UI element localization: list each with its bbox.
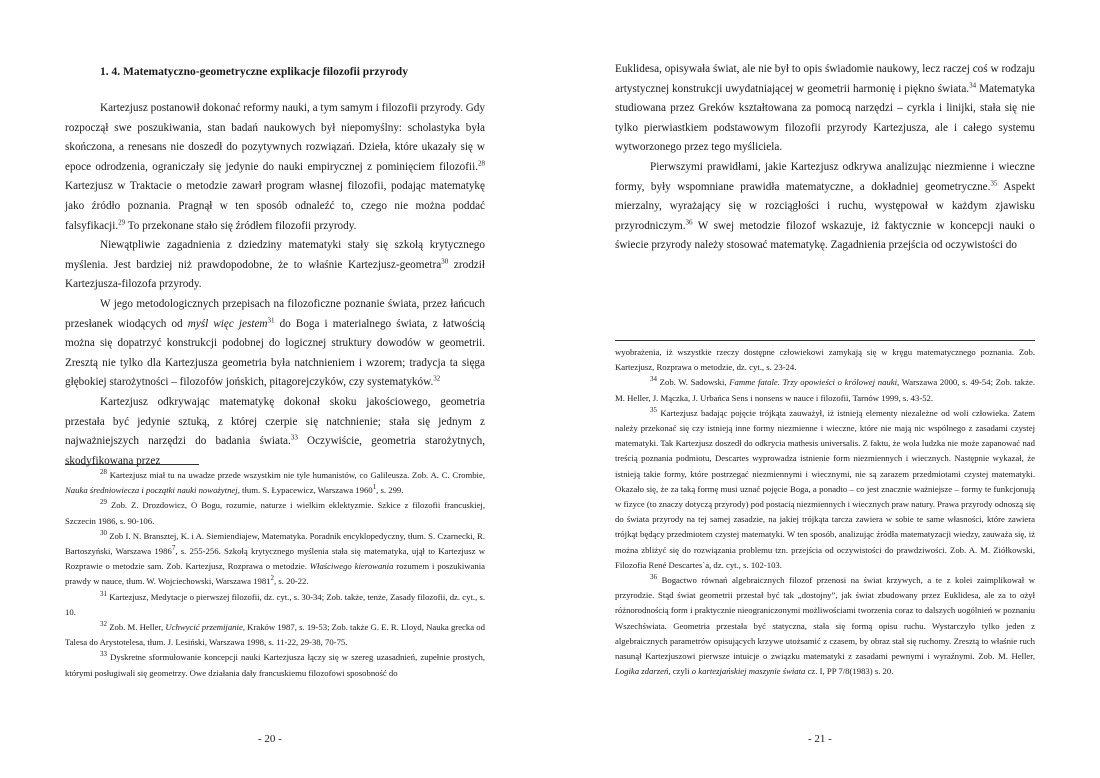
section-heading: 1. 4. Matematyczno-geometryczne explikacje filozofii przyrody bbox=[100, 66, 408, 78]
paragraph: Pierwszymi prawidłami, jakie Kartezjusz odkrywa analizując niezmienne i wieczne formy, były wspomniane prawidła matematyczne, a dokładniej geometryczne.$^{35}$ Aspekt mierzalny, wyrażający się w rozciągłości i ruchu, występował w każdym zjawisku przyrodniczym.$^{36}$ W swej metodzie filozof wskazuje, iż faktycznie w koncepcji nauki o świecie przyrody należy stosować matematykę. Zagadnienia przejścia od oczywistości do bbox=[615, 160, 1035, 252]
page-number: - 21 - bbox=[808, 733, 832, 745]
paragraph: Kartezjusz postanowił dokonać reformy nauki, a tym samym i filozofii przyrody. Gdy rozpoczął swe poszukiwania, stan badań naukowych był niepomyślny: scholastyka była skończona, a renesans nie doszedł do pozytywnych rozwiązań. Dzieła, które ukazały się w epoce odrodzenia, ograniczały się jedynie do nauki empirycznej z pominięciem filozofii.$^{28}$ Kartezjusz w Traktacie o metodzie zawarł program własnej filozofii, podając matematykę jako źródło poznania. Pragnął w ten sposób odnaleźć to, czego nie można poddać falsyfikacji.$^{29}$ To przekonane stało się źródłem filozofii przyrody. bbox=[65, 102, 485, 232]
paragraph: Kartezjusz odkrywając matematykę dokonał skoku jakościowego, geometria przestała być jedynie sztuką, z której czerpie się natchnienie; stała się jednym z najważniejszych narzędzi do badania świata.$^{33}$ Oczywiście, geometria starożytnych, skodyfikowana przez bbox=[65, 395, 485, 467]
paragraph: W jego metodologicznych przepisach na filozoficzne poznanie świata, przez łańcuch przesłanek wiodących od myśl więc jestem$^{31}$ do Boga i materialnego świata, z łatwością można się dopatrzyć konstrukcji podobnej do logicznej struktury dowodów w geometrii. Zresztą nie tylko dla Kartezjusza geometria była natchnieniem i wzorem; tradycja ta sięga głębokiej starożytności – filozofów jońskich, pitagorejczyków, czy systematyków.$^{32}$ bbox=[65, 297, 485, 389]
footnote-rule bbox=[615, 340, 1035, 341]
footnote: $^{31}$ Kartezjusz, Medytacje o pierwszej filozofii, dz. cyt., s. 30-34; Zob. także, tenże, Zasady filozofii, dz. cyt., s. 10. bbox=[65, 589, 485, 617]
paragraph: Euklidesa, opisywała świat, ale nie był to opis świadomie naukowy, lecz raczej coś w rodzaju artystycznej konstrukcji uwydatniającej w geometrii harmonię i piękno świata.$^{34}$ Matematyka studiowana przez Greków kształtowana za pomocą narzędzi – cyrkla i linijki, stała się nie tylko pierwiastkiem podstawowym filozofii przyrody Kartezjusza, ale i całego systemu wytworzonego przez tego myśliciela. bbox=[615, 63, 1036, 154]
footnote: $^{36}$ Bogactwo równań algebraicznych filozof przenosi na świat krzywych, a te z kolei zaimplikował w przyrodzie. Stąd świat geometrii przestał być tak „dostojny”, jak świat zbudowany przez Euklidesa, ale za to ożył różnorodnością form i praktycznie nieograniczonymi możliwościami tworzenia coraz to dalszych uogólnień w poznaniu Wszechświata. Geometria przestała być statyczna, stała się formą opisu ruchu. Wystarczyło tylko jeden z algebraicznych parametrów opisujących krzywe utożsamić z czasem, by obraz stał się ruchomy. Zresztą to właśnie ruch nasunął Kartezjuszowi pierwsze intuicje o związku matematyki z zasadami pewnymi i wyraźnymi. Zob. M. Heller, Logika zdarzeń, czyli o kartezjańskiej maszynie świata cz. I, PP 7/8(1983) s. 20. bbox=[615, 573, 1036, 677]
page-number: - 20 - bbox=[258, 733, 282, 745]
left-footnotes bbox=[65, 468, 485, 681]
footnote: $^{30}$ Zob I. N. Bransztej, K. i A. Siemiendiajew, Matematyka. Poradnik encyklopedyczny, tłum. S. Czarnecki, R. Bartoszyński, Warszawa 1986$^7$, s. 255-256. Szkołą krytycznego myślenia stała się matematyka, ujął to Kartezjusz w Rozprawie o metodzie sam. Zob. Kartezjusz, Rozprawa o metodzie. Właściwego kierowania rozumem i poszukiwania prawdy w nauce, tłum. W. Wojciechowski, Warszawa 1981$^2$, s. 20-22. bbox=[65, 528, 486, 587]
left-body bbox=[65, 99, 485, 471]
right-footnotes bbox=[615, 345, 1035, 679]
footnote: $^{28}$ Kartezjusz miał tu na uwadze przede wszystkim nie tyle humanistów, co Galileusza. Zob. A. C. Crombie, Nauka średniowiecza i początki nauki nowożytnej, tłum. S. Łypacewicz, Warszawa 1960$^1$, s. 299. bbox=[65, 468, 485, 496]
footnote: $^{32}$ Zob. M. Heller, Uchwycić przemijanie, Kraków 1987, s. 19-53; Zob. także G. E. R. Lloyd, Nauka grecka od Talesa do Arystotelesa, tłum. J. Lesiński, Warszawa 1998, s. 11-22, 29-38, 70-75. bbox=[65, 620, 485, 648]
footnote: $^{33}$ Dyskretne sformułowanie koncepcji nauki Kartezjusza łączy się w szereg uzasadnień, zupełnie prostych, którymi posługiwali się geometrzy. Owe działania dały francuskiemu filozofowi sposobność do bbox=[65, 650, 486, 678]
right-body bbox=[615, 60, 1035, 256]
footnote: $^{35}$ Kartezjusz badając pojęcie trójkąta zauważył, iż istnieją elementy niezależne od woli człowieka. Zatem należy przekonać się czy istnieją inne formy niezmienne i wieczne, które nie mają nic wspólnego z zasadami czystej matematyki. Tak Kartezjusz doszedł do odkrycia mathesis universalis. Z faktu, że wola ludzka nie może zapanować nad treścią poznania podmiotu, Descartes wyprowadza istnienie form niezmiennych i wiecznych. Następnie wykazał, że istnieją takie formy, które postrzegać niezmiennymi i wiecznymi, nie są zarazem przedmiotami czystej matematyki. Okazało się, że za taką formę musi uznać pojęcie Boga, a ponadto – co jest znacznie ważniejsze – formy te funkcjonują w fizyce (to znaczy dotyczą przyrody) pod postacią niezmiennych i wiecznych praw natury. Prawa przyrody odnoszą się do świata przyrody na tej samej zasadzie, na jakiej trójkąta tarcza zawiera w sobie te same własności, które zawiera trójkąt będący przedmiotem czystej matematyki. W ten sposób, analizując źródła matematyzacji wiedzy, zauważa się, iż można zbliżyć się do rozwiązania problemu tzn. przejścia od oczywistości do prawdziwości. Zob. A. M. Ziółkowski, Filozofia René Descartes`a, dz. cyt., s. 102-103. bbox=[615, 405, 1036, 570]
footnote: $^{29}$ Zob. Z. Drozdowicz, O Bogu, rozumie, naturze i wielkim eklektyzmie. Szkice z filozofii francuskiej, Szczecin 1986, s. 90-106. bbox=[65, 498, 486, 526]
footnote-continuation: wyobrażenia, iż wszystkie rzeczy dostępne człowiekowi zamykają się w kręgu matematycznego poznania. Zob. Kartezjusz, Rozprawa o metodzie, dz. cyt., s. 23-24. bbox=[615, 347, 1035, 373]
footnote-rule bbox=[65, 464, 199, 465]
paragraph: Niewątpliwie zagadnienia z dziedziny matematyki stały się szkołą krytycznego myślenia. Jest bardziej niż prawdopodobne, że to właśnie Kartezjusz-geometra$^{30}$ zrodził Kartezjusza-filozofa przyrody. bbox=[65, 239, 485, 291]
footnote: $^{34}$ Zob. W. Sadowski, Famme fatale. Trzy opowieści o królowej nauki, Warszawa 2000, s. 49-54; Zob. także. M. Heller, J. Mączka, J. Urbańca Sens i nonsens w nauce i filozofii, Tarnów 1999, s. 43-52. bbox=[615, 375, 1036, 403]
right-page bbox=[550, 0, 1100, 778]
